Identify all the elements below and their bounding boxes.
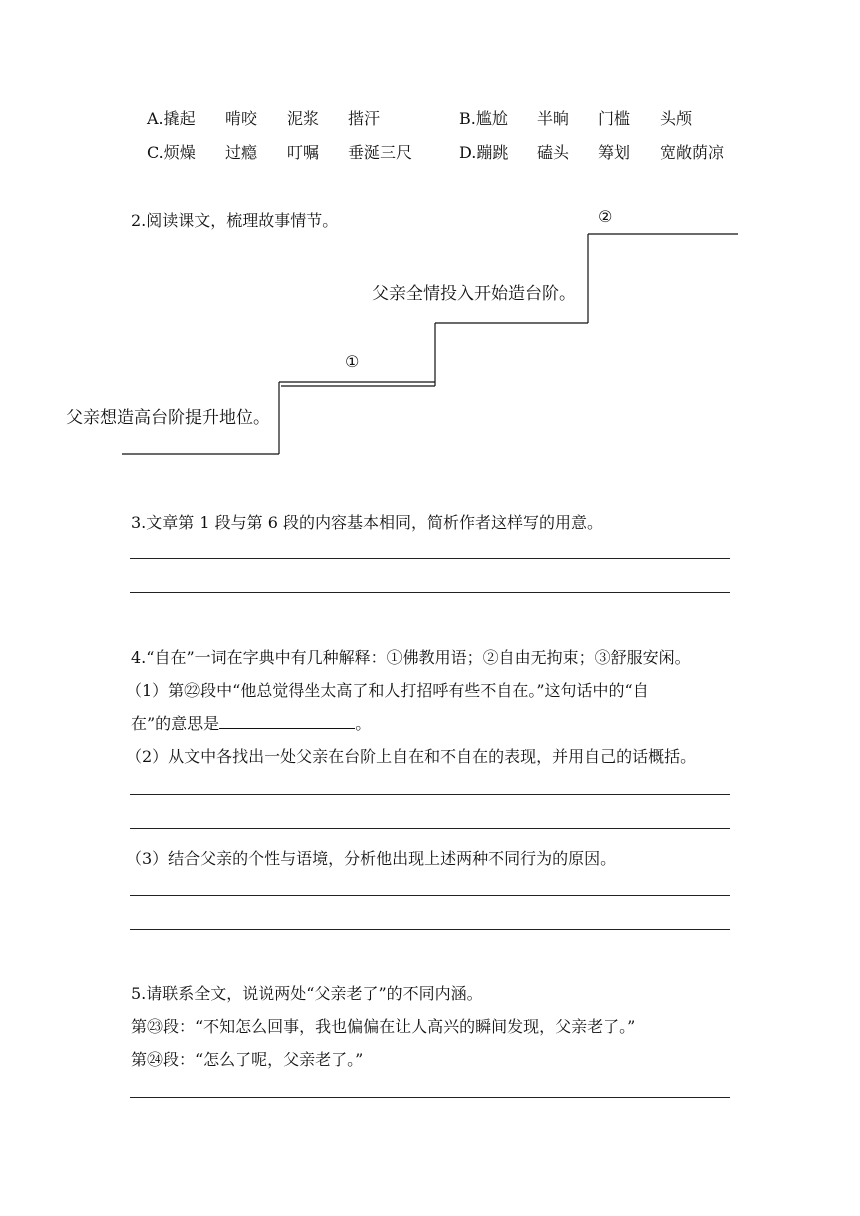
option-a-word-4: 揩汗: [348, 109, 381, 128]
option-d-word-4: 宽敞荫凉: [660, 143, 725, 162]
q4-sub1-line2: [131, 711, 371, 734]
q4-sub2-answer-line-2[interactable]: [130, 828, 730, 829]
q2-prompt: 2.阅读课文，梳理故事情节。: [131, 211, 339, 230]
option-a-word-2: 啃咬: [225, 109, 258, 128]
q4-prompt: 4.“自在”一词在字典中有几种解释：①佛教用语；②自由无拘束；③舒服安闲。: [131, 648, 691, 667]
option-c-word-2: 过瘾: [225, 143, 258, 162]
q4-sub1-line1: （1）第㉒段中“他总觉得坐太高了和人打招呼有些不自在。”这句话中的“自: [126, 681, 649, 700]
q4-sub1-blank[interactable]: [219, 712, 355, 729]
q4-sub2-prompt: （2）从文中各找出一处父亲在台阶上自在和不自在的表现，并用自己的话概括。: [126, 747, 697, 766]
step-1-label: 父亲想造高台阶提升地位。: [66, 408, 270, 428]
q5-quote-2: 第㉔段：“怎么了呢，父亲老了。”: [131, 1050, 364, 1069]
q4-sub2-answer-line-1[interactable]: [130, 794, 730, 795]
q5-prompt: 5.请联系全文，说说两处“父亲老了”的不同内涵。: [131, 984, 483, 1003]
q4-sub3-answer-line-2[interactable]: [130, 929, 730, 930]
option-d-word-2: 磕头: [537, 143, 570, 162]
option-d-word-1: D.蹦跳: [459, 143, 509, 162]
q3-answer-line-1[interactable]: [130, 558, 730, 559]
q5-quote-1: 第㉓段：“不知怎么回事，我也偏偏在让人高兴的瞬间发现，父亲老了。”: [131, 1017, 636, 1036]
option-a-word-1: A.撬起: [147, 109, 196, 128]
option-a-word-3: 泥浆: [287, 109, 320, 128]
q4-sub1-prefix: 在”的意思是: [131, 714, 220, 733]
option-c-word-1: C.烦燥: [147, 143, 196, 162]
q5-answer-line-1[interactable]: [130, 1097, 730, 1098]
option-d-word-3: 筹划: [598, 143, 631, 162]
q4-sub3-prompt: （3）结合父亲的个性与语境，分析他出现上述两种不同行为的原因。: [126, 849, 617, 868]
option-c-word-4: 垂涎三尺: [348, 143, 413, 162]
step-marker-1: ①: [345, 352, 360, 371]
q4-sub1-suffix: 。: [355, 714, 372, 733]
option-c-word-3: 叮嘱: [287, 143, 320, 162]
q3-answer-line-2[interactable]: [130, 592, 730, 593]
q4-sub3-answer-line-1[interactable]: [130, 895, 730, 896]
option-b-word-2: 半晌: [537, 109, 570, 128]
option-b-word-1: B.尴尬: [459, 109, 508, 128]
q3-prompt: 3.文章第 1 段与第 6 段的内容基本相同，简析作者这样写的用意。: [131, 513, 603, 532]
step-2-label: 父亲全情投入开始造台阶。: [372, 284, 576, 304]
option-b-word-3: 门槛: [598, 109, 631, 128]
step-marker-2: ②: [598, 207, 613, 226]
option-b-word-4: 头颅: [660, 109, 693, 128]
